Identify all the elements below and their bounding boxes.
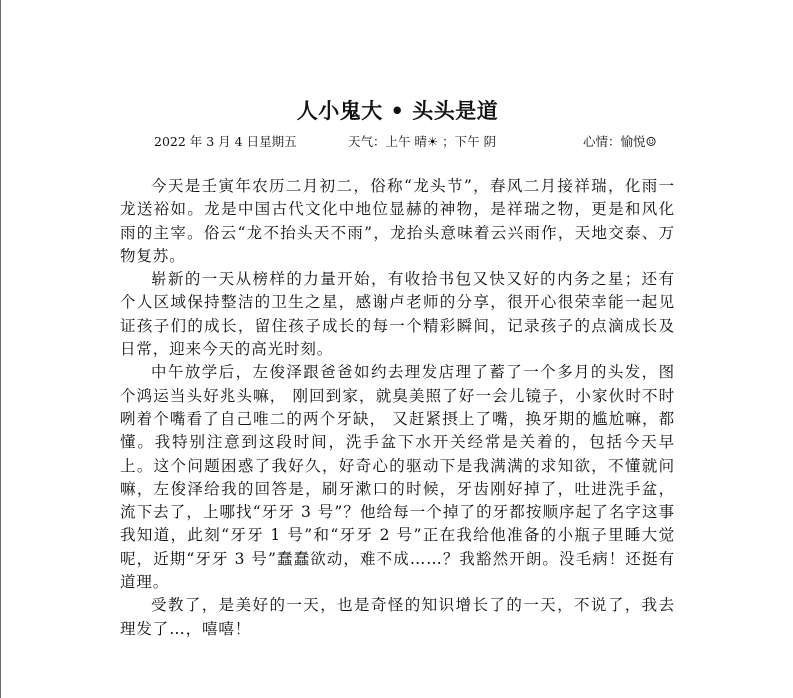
mood-text: 心情：愉悦☺ [583,134,657,149]
paragraph-1: 今天是壬寅年农历二月初二，俗称“龙头节”，春风二月接祥瑞，化雨一龙送裕如。龙是中国古代文化中地位显赫的神物，是祥瑞之物，更是和风化雨的主宰。俗云“龙不抬头天不雨”，龙抬头意味着云兴雨作，天地交泰、万物复苏。 [120,177,675,265]
paragraph-4: 受教了，是美好的一天，也是奇怪的知识增长了的一天，不说了，我去理发了…，嘻嘻！ [120,596,675,638]
date-text: 2022 年 3 月 4 日星期五 [154,134,297,149]
page-left-edge [0,0,1,698]
paragraph-3: 中午放学后，左俊泽跟爸爸如约去理发店理了蓄了一个多月的头发，图个鸿运当头好兆头嘛， 刚回到家，就臭美照了好一会儿镜子，小家伙时不时咧着个嘴看了自己唯二的两个牙缺， 又赶紧摂上了嘴，换牙期的尴尬嘛，都懂。我特别注意到这段时间，洗手盆下水开关经常是关着的，包括今天早上。这个问题困惑了我好久，好奇心的驱动下是我满满的求知欲，不懂就问嘛，左俊泽给我的回答是，刷牙漱口的时候，牙齿刚好掉了，吐进洗手盆，流下去了，上哪找“牙牙 3 号”？他给每一个掉了的牙都按顺序起了名字这事我知道，此刻“牙牙 1 号”和“牙牙 2 号”正在我给他准备的小瓶子里睡大觉呢，近期“牙牙 3 号”蠢蠢欲动，难不成……？我豁然开朗。没毛病！还挺有道理。 [120,363,675,592]
weather-text: 天气：上午 晴☀ ；下午 阴 [348,134,497,149]
document-title: 人小鬼大 • 头头是道 [296,99,499,123]
paragraph-2: 崭新的一天从榜样的力量开始，有收拾书包又快又好的内务之星；还有个人区域保持整洁的卫生之星，感谢卢老师的分享，很开心很荣幸能一起见证孩子们的成长，留住孩子成长的每一个精彩瞬间，记录孩子的点滴成长及日常，迎来今天的高光时刻。 [120,270,675,359]
diary-header-line [120,131,675,153]
document-page [120,94,675,641]
document-body [120,175,675,641]
